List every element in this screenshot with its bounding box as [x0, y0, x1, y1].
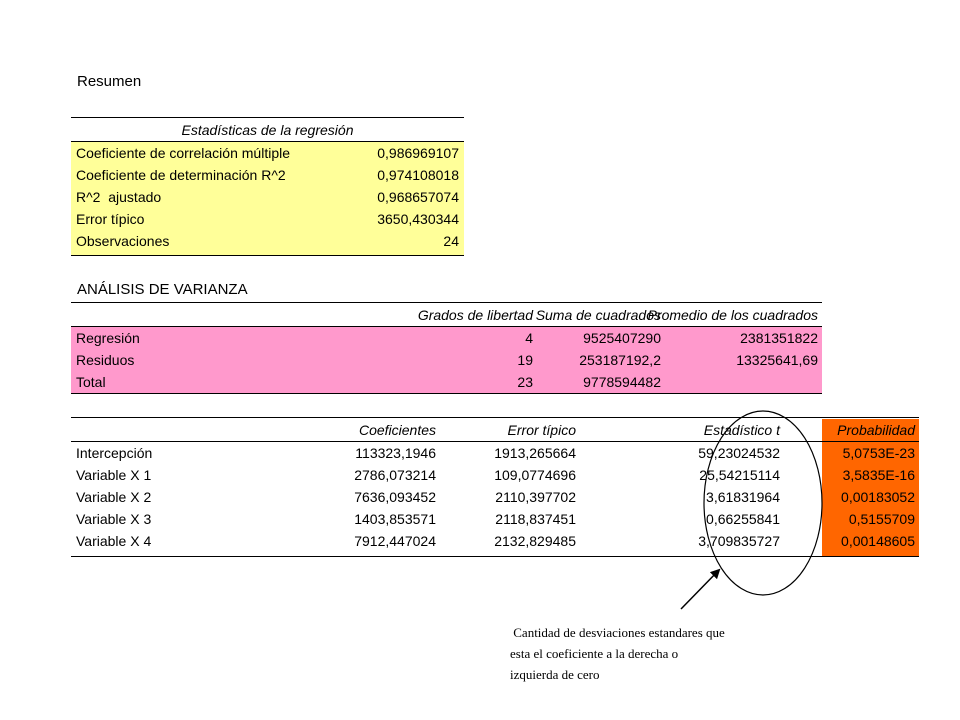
anova-header-df: Grados de libertad	[417, 307, 533, 323]
anova-df: 23	[517, 374, 533, 390]
summary-label: Coeficiente de correlación múltiple	[76, 145, 290, 161]
anova-ss: 9525407290	[583, 330, 661, 346]
summary-label: Error típico	[76, 211, 145, 227]
coef-p: 5,0753E-23	[842, 445, 915, 461]
anova-ss: 253187192,2	[579, 352, 661, 368]
anova-ss: 9778594482	[583, 374, 661, 390]
anova-header-ss: Suma de cuadrados	[535, 307, 661, 323]
coef-header-coef: Coeficientes	[358, 422, 436, 438]
t-stat-highlight-ellipse	[704, 411, 822, 595]
coef-header-p: Probabilidad	[837, 422, 915, 438]
coef-value: 7636,093452	[354, 489, 436, 505]
coef-se: 2118,837451	[495, 511, 576, 527]
summary-label: R^2 ajustado	[76, 189, 162, 205]
annotation-line: esta el coeficiente a la derecha o	[510, 646, 679, 661]
anova-header-ms: Promedio de los cuadrados	[647, 307, 818, 323]
coef-label: Variable X 1	[76, 467, 152, 483]
coef-label: Variable X 4	[76, 533, 152, 549]
summary-title: Resumen	[77, 73, 142, 90]
summary-value: 0,968657074	[377, 189, 459, 205]
anova-ms: 13325641,69	[736, 352, 818, 368]
anova-label: Regresión	[76, 330, 140, 346]
coef-se: 2132,829485	[494, 533, 576, 549]
coef-label: Variable X 3	[76, 511, 152, 527]
coef-value: 1403,853571	[354, 511, 436, 527]
coef-t: 3,61831964	[706, 489, 780, 505]
summary-value: 3650,430344	[377, 211, 459, 227]
coef-se: 1913,265664	[494, 445, 576, 461]
coef-t: 25,54215114	[699, 467, 780, 483]
summary-value: 0,974108018	[377, 167, 459, 183]
coef-se: 109,0774696	[494, 467, 576, 483]
summary-label: Observaciones	[76, 233, 170, 249]
summary-header: Estadísticas de la regresión	[181, 122, 354, 138]
coef-value: 7912,447024	[354, 533, 436, 549]
coef-label: Intercepción	[76, 445, 153, 461]
anova-label: Residuos	[76, 352, 135, 368]
summary-value: 24	[443, 233, 459, 249]
annotation-line: Cantidad de desviaciones estandares que	[510, 625, 725, 640]
coef-header-se: Error típico	[507, 422, 576, 438]
annotation-line: izquierda de cero	[510, 667, 600, 682]
annotation-text	[510, 622, 800, 685]
anova-ms: 2381351822	[740, 330, 818, 346]
anova-title: ANÁLISIS DE VARIANZA	[77, 281, 248, 298]
coef-t: 3,709835727	[698, 533, 780, 549]
coef-t: 59,23024532	[698, 445, 780, 461]
coef-p: 0,5155709	[848, 511, 915, 527]
coef-p: 3,5835E-16	[842, 467, 915, 483]
anova-label: Total	[76, 374, 106, 390]
coef-p: 0,00148605	[841, 533, 915, 549]
coef-value: 2786,073214	[354, 467, 436, 483]
annotation-arrow	[681, 570, 719, 609]
coef-value: 113323,1946	[355, 445, 436, 461]
coef-label: Variable X 2	[76, 489, 152, 505]
anova-df: 19	[517, 352, 533, 368]
coef-p: 0,00183052	[841, 489, 915, 505]
summary-value: 0,986969107	[377, 145, 459, 161]
anova-df: 4	[525, 330, 533, 346]
coef-se: 2110,397702	[495, 489, 576, 505]
coef-t: 0,66255841	[706, 511, 780, 527]
coef-header-t: Estadístico t	[703, 422, 780, 438]
summary-label: Coeficiente de determinación R^2	[76, 167, 286, 183]
